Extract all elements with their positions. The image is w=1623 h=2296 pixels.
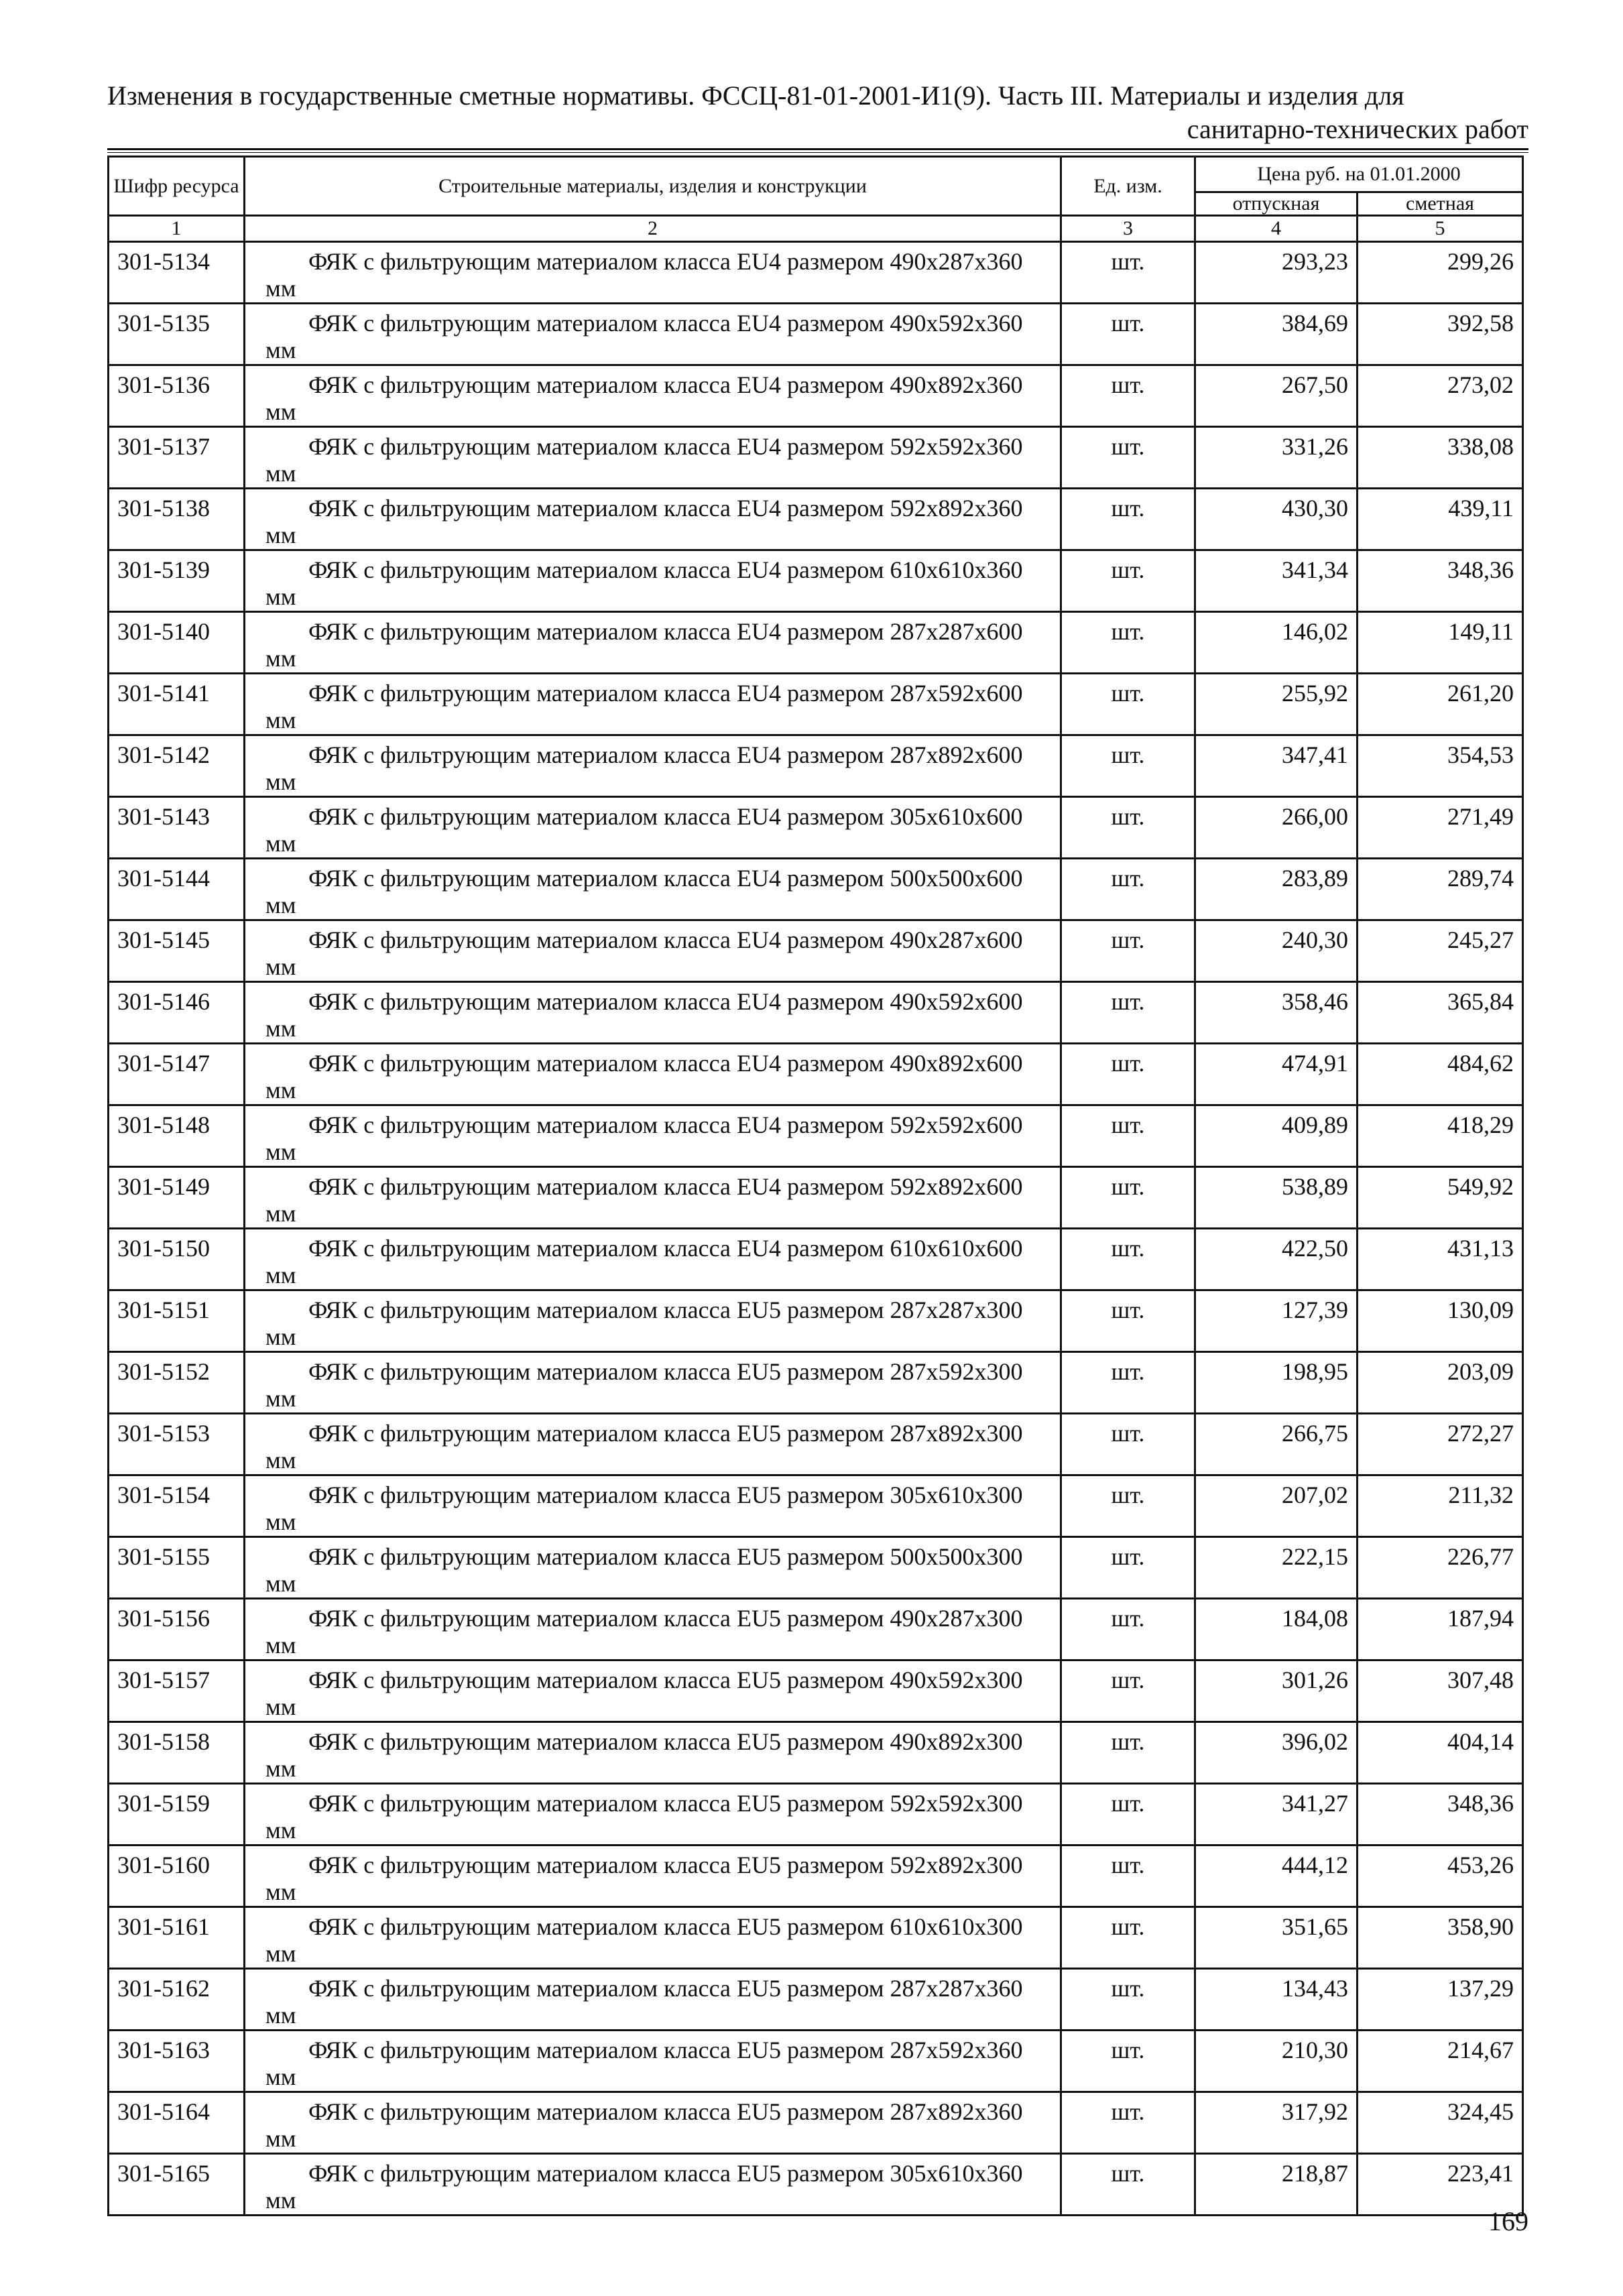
cell-name-suffix: мм bbox=[265, 1077, 296, 1103]
table-row bbox=[109, 365, 1523, 427]
cell-wholesale-price: 341,34 bbox=[1195, 550, 1358, 612]
cell-estimate-price: 354,53 bbox=[1358, 735, 1523, 797]
table-row bbox=[109, 2154, 1523, 2216]
cell-unit: шт. bbox=[1061, 1660, 1195, 1722]
cell-code: 301-5146 bbox=[109, 982, 245, 1044]
cell-name bbox=[245, 1784, 1061, 1846]
cell-name-suffix: мм bbox=[265, 892, 296, 918]
cell-name-suffix: мм bbox=[265, 1262, 296, 1288]
cell-estimate-price: 439,11 bbox=[1358, 489, 1523, 550]
cell-wholesale-price: 266,75 bbox=[1195, 1414, 1358, 1475]
cell-name-suffix: мм bbox=[265, 1693, 296, 1720]
cell-name-text: ФЯК с фильтрующим материалом класса EU5 размером 287x287x300 bbox=[308, 1296, 1023, 1323]
cell-name-suffix: мм bbox=[265, 1447, 296, 1473]
cell-unit: шт. bbox=[1061, 1784, 1195, 1846]
header-price-group: Цена руб. на 01.01.2000 bbox=[1195, 157, 1523, 192]
cell-code: 301-5154 bbox=[109, 1475, 245, 1537]
table-body bbox=[109, 242, 1523, 2216]
cell-name bbox=[245, 1969, 1061, 2031]
cell-name-suffix: мм bbox=[265, 522, 296, 548]
cell-wholesale-price: 127,39 bbox=[1195, 1290, 1358, 1352]
cell-wholesale-price: 134,43 bbox=[1195, 1969, 1358, 2031]
cell-estimate-price: 187,94 bbox=[1358, 1599, 1523, 1660]
cell-code: 301-5139 bbox=[109, 550, 245, 612]
cell-estimate-price: 299,26 bbox=[1358, 242, 1523, 304]
cell-estimate-price: 418,29 bbox=[1358, 1105, 1523, 1167]
cell-name bbox=[245, 1907, 1061, 1969]
cell-name-suffix: мм bbox=[265, 768, 296, 795]
cell-wholesale-price: 266,00 bbox=[1195, 797, 1358, 859]
cell-unit: шт. bbox=[1061, 2031, 1195, 2092]
cell-name-suffix: мм bbox=[265, 1878, 296, 1905]
cell-unit: шт. bbox=[1061, 1167, 1195, 1229]
table-row bbox=[109, 427, 1523, 489]
cell-estimate-price: 358,90 bbox=[1358, 1907, 1523, 1969]
cell-name bbox=[245, 1352, 1061, 1414]
cell-name bbox=[245, 1475, 1061, 1537]
cell-name-suffix: мм bbox=[265, 1940, 296, 1967]
cell-wholesale-price: 240,30 bbox=[1195, 920, 1358, 982]
cell-unit: шт. bbox=[1061, 427, 1195, 489]
table-row bbox=[109, 2031, 1523, 2092]
cell-wholesale-price: 317,92 bbox=[1195, 2092, 1358, 2154]
cell-name-suffix: мм bbox=[265, 1570, 296, 1597]
cell-wholesale-price: 146,02 bbox=[1195, 612, 1358, 674]
cell-unit: шт. bbox=[1061, 674, 1195, 735]
cell-name-text: ФЯК с фильтрующим материалом класса EU5 размером 287x892x300 bbox=[308, 1420, 1023, 1447]
cell-name-text: ФЯК с фильтрующим материалом класса EU4 размером 500x500x600 bbox=[308, 865, 1023, 892]
cell-estimate-price: 211,32 bbox=[1358, 1475, 1523, 1537]
cell-code: 301-5147 bbox=[109, 1044, 245, 1105]
table-row bbox=[109, 797, 1523, 859]
table-row bbox=[109, 242, 1523, 304]
cell-estimate-price: 223,41 bbox=[1358, 2154, 1523, 2216]
cell-name-text: ФЯК с фильтрующим материалом класса EU4 размером 305x610x600 bbox=[308, 803, 1023, 830]
table-row bbox=[109, 859, 1523, 920]
cell-estimate-price: 404,14 bbox=[1358, 1722, 1523, 1784]
cell-code: 301-5148 bbox=[109, 1105, 245, 1167]
cell-estimate-price: 261,20 bbox=[1358, 674, 1523, 735]
cell-name bbox=[245, 2092, 1061, 2154]
cell-estimate-price: 214,67 bbox=[1358, 2031, 1523, 2092]
cell-name bbox=[245, 1846, 1061, 1907]
table-row bbox=[109, 2092, 1523, 2154]
cell-name bbox=[245, 1229, 1061, 1290]
table-row bbox=[109, 1969, 1523, 2031]
cell-name-suffix: мм bbox=[265, 645, 296, 672]
cell-unit: шт. bbox=[1061, 489, 1195, 550]
cell-unit: шт. bbox=[1061, 982, 1195, 1044]
cell-unit: шт. bbox=[1061, 304, 1195, 365]
cell-code: 301-5138 bbox=[109, 489, 245, 550]
cell-wholesale-price: 218,87 bbox=[1195, 2154, 1358, 2216]
materials-price-table bbox=[107, 156, 1524, 2216]
cell-code: 301-5142 bbox=[109, 735, 245, 797]
column-number-4: 4 bbox=[1195, 216, 1358, 242]
cell-estimate-price: 392,58 bbox=[1358, 304, 1523, 365]
cell-code: 301-5158 bbox=[109, 1722, 245, 1784]
cell-wholesale-price: 538,89 bbox=[1195, 1167, 1358, 1229]
cell-estimate-price: 245,27 bbox=[1358, 920, 1523, 982]
cell-code: 301-5143 bbox=[109, 797, 245, 859]
header-code: Шифр ресурса bbox=[109, 157, 245, 216]
cell-name bbox=[245, 1660, 1061, 1722]
cell-unit: шт. bbox=[1061, 1105, 1195, 1167]
cell-unit: шт. bbox=[1061, 1722, 1195, 1784]
cell-wholesale-price: 351,65 bbox=[1195, 1907, 1358, 1969]
cell-code: 301-5141 bbox=[109, 674, 245, 735]
table-row bbox=[109, 304, 1523, 365]
cell-code: 301-5164 bbox=[109, 2092, 245, 2154]
cell-wholesale-price: 430,30 bbox=[1195, 489, 1358, 550]
cell-name-text: ФЯК с фильтрующим материалом класса EU4 размером 287x892x600 bbox=[308, 741, 1023, 768]
page-number: 169 bbox=[1488, 2206, 1528, 2236]
cell-unit: шт. bbox=[1061, 797, 1195, 859]
cell-code: 301-5135 bbox=[109, 304, 245, 365]
cell-name-suffix: мм bbox=[265, 1015, 296, 1042]
table-row bbox=[109, 1105, 1523, 1167]
cell-unit: шт. bbox=[1061, 242, 1195, 304]
header-title-line2: санитарно-технических работ bbox=[1187, 114, 1528, 144]
cell-name-suffix: мм bbox=[265, 460, 296, 487]
cell-name-suffix: мм bbox=[265, 1200, 296, 1227]
cell-estimate-price: 273,02 bbox=[1358, 365, 1523, 427]
cell-code: 301-5151 bbox=[109, 1290, 245, 1352]
cell-wholesale-price: 210,30 bbox=[1195, 2031, 1358, 2092]
cell-name-text: ФЯК с фильтрующим материалом класса EU4 размером 610x610x360 bbox=[308, 556, 1023, 583]
cell-name bbox=[245, 1599, 1061, 1660]
cell-wholesale-price: 331,26 bbox=[1195, 427, 1358, 489]
cell-unit: шт. bbox=[1061, 612, 1195, 674]
cell-estimate-price: 130,09 bbox=[1358, 1290, 1523, 1352]
table-row bbox=[109, 1599, 1523, 1660]
cell-name-text: ФЯК с фильтрующим материалом класса EU4 размером 287x287x600 bbox=[308, 618, 1023, 645]
cell-unit: шт. bbox=[1061, 550, 1195, 612]
table-row bbox=[109, 1907, 1523, 1969]
cell-code: 301-5134 bbox=[109, 242, 245, 304]
cell-code: 301-5160 bbox=[109, 1846, 245, 1907]
cell-code: 301-5144 bbox=[109, 859, 245, 920]
cell-name-suffix: мм bbox=[265, 2187, 296, 2214]
header-unit: Ед. изм. bbox=[1061, 157, 1195, 216]
table-row bbox=[109, 1784, 1523, 1846]
header-wholesale: отпускная bbox=[1195, 192, 1358, 216]
cell-code: 301-5136 bbox=[109, 365, 245, 427]
cell-code: 301-5137 bbox=[109, 427, 245, 489]
cell-name-text: ФЯК с фильтрующим материалом класса EU5 размером 610x610x300 bbox=[308, 1913, 1023, 1940]
table-row bbox=[109, 550, 1523, 612]
cell-unit: шт. bbox=[1061, 1537, 1195, 1599]
cell-name-suffix: мм bbox=[265, 830, 296, 857]
cell-wholesale-price: 255,92 bbox=[1195, 674, 1358, 735]
cell-unit: шт. bbox=[1061, 1414, 1195, 1475]
cell-estimate-price: 149,11 bbox=[1358, 612, 1523, 674]
page-header bbox=[107, 79, 1528, 146]
cell-name bbox=[245, 735, 1061, 797]
cell-unit: шт. bbox=[1061, 1907, 1195, 1969]
cell-wholesale-price: 358,46 bbox=[1195, 982, 1358, 1044]
cell-code: 301-5161 bbox=[109, 1907, 245, 1969]
cell-name-text: ФЯК с фильтрующим материалом класса EU4 размером 592x892x360 bbox=[308, 495, 1023, 522]
cell-name bbox=[245, 982, 1061, 1044]
cell-name-text: ФЯК с фильтрующим материалом класса EU5 размером 490x892x300 bbox=[308, 1728, 1023, 1755]
header-name: Строительные материалы, изделия и конструкции bbox=[245, 157, 1061, 216]
cell-name-text: ФЯК с фильтрующим материалом класса EU4 размером 490x287x600 bbox=[308, 926, 1023, 953]
cell-name-text: ФЯК с фильтрующим материалом класса EU5 размером 305x610x360 bbox=[308, 2160, 1023, 2187]
cell-wholesale-price: 409,89 bbox=[1195, 1105, 1358, 1167]
cell-name-text: ФЯК с фильтрующим материалом класса EU4 размером 610x610x600 bbox=[308, 1235, 1023, 1262]
cell-estimate-price: 348,36 bbox=[1358, 550, 1523, 612]
cell-code: 301-5149 bbox=[109, 1167, 245, 1229]
cell-unit: шт. bbox=[1061, 1352, 1195, 1414]
cell-code: 301-5145 bbox=[109, 920, 245, 982]
header-rule-thin bbox=[107, 152, 1528, 153]
cell-wholesale-price: 283,89 bbox=[1195, 859, 1358, 920]
cell-estimate-price: 307,48 bbox=[1358, 1660, 1523, 1722]
cell-name bbox=[245, 1167, 1061, 1229]
table-row bbox=[109, 1290, 1523, 1352]
table-row bbox=[109, 1229, 1523, 1290]
cell-estimate-price: 453,26 bbox=[1358, 1846, 1523, 1907]
column-number-2: 2 bbox=[245, 216, 1061, 242]
cell-unit: шт. bbox=[1061, 735, 1195, 797]
cell-unit: шт. bbox=[1061, 1044, 1195, 1105]
cell-estimate-price: 271,49 bbox=[1358, 797, 1523, 859]
cell-name-text: ФЯК с фильтрующим материалом класса EU4 размером 490x892x360 bbox=[308, 371, 1023, 398]
cell-name bbox=[245, 242, 1061, 304]
cell-name-text: ФЯК с фильтрующим материалом класса EU4 размером 592x892x600 bbox=[308, 1173, 1023, 1200]
cell-name bbox=[245, 1722, 1061, 1784]
cell-name-suffix: мм bbox=[265, 337, 296, 363]
cell-name bbox=[245, 674, 1061, 735]
cell-name-text: ФЯК с фильтрующим материалом класса EU4 размером 490x592x600 bbox=[308, 988, 1023, 1015]
cell-code: 301-5157 bbox=[109, 1660, 245, 1722]
cell-name-text: ФЯК с фильтрующим материалом класса EU5 размером 490x287x300 bbox=[308, 1605, 1023, 1632]
header-title-line1: Изменения в государственные сметные нормативы. ФССЦ-81-01-2001-И1(9). Часть III. Материалы и изделия для bbox=[107, 80, 1404, 111]
cell-name bbox=[245, 612, 1061, 674]
cell-name-suffix: мм bbox=[265, 1138, 296, 1165]
cell-estimate-price: 203,09 bbox=[1358, 1352, 1523, 1414]
cell-name-text: ФЯК с фильтрующим материалом класса EU4 размером 592x592x360 bbox=[308, 433, 1023, 460]
cell-estimate-price: 431,13 bbox=[1358, 1229, 1523, 1290]
table-row bbox=[109, 1722, 1523, 1784]
cell-name-text: ФЯК с фильтрующим материалом класса EU4 размером 490x287x360 bbox=[308, 248, 1023, 275]
cell-name-text: ФЯК с фильтрующим материалом класса EU4 размером 592x592x600 bbox=[308, 1111, 1023, 1138]
cell-code: 301-5155 bbox=[109, 1537, 245, 1599]
cell-estimate-price: 289,74 bbox=[1358, 859, 1523, 920]
cell-name-text: ФЯК с фильтрующим материалом класса EU4 размером 287x592x600 bbox=[308, 680, 1023, 707]
table-row bbox=[109, 1167, 1523, 1229]
cell-estimate-price: 226,77 bbox=[1358, 1537, 1523, 1599]
cell-name bbox=[245, 859, 1061, 920]
table-row bbox=[109, 612, 1523, 674]
cell-code: 301-5163 bbox=[109, 2031, 245, 2092]
cell-name-suffix: мм bbox=[265, 1323, 296, 1350]
cell-unit: шт. bbox=[1061, 1846, 1195, 1907]
cell-name-text: ФЯК с фильтрующим материалом класса EU5 размером 490x592x300 bbox=[308, 1667, 1023, 1693]
cell-code: 301-5156 bbox=[109, 1599, 245, 1660]
cell-wholesale-price: 184,08 bbox=[1195, 1599, 1358, 1660]
cell-code: 301-5140 bbox=[109, 612, 245, 674]
cell-code: 301-5162 bbox=[109, 1969, 245, 2031]
cell-name bbox=[245, 1105, 1061, 1167]
cell-estimate-price: 484,62 bbox=[1358, 1044, 1523, 1105]
cell-name-text: ФЯК с фильтрующим материалом класса EU5 размером 287x892x360 bbox=[308, 2098, 1023, 2125]
cell-name bbox=[245, 1290, 1061, 1352]
table-row bbox=[109, 1414, 1523, 1475]
cell-name bbox=[245, 550, 1061, 612]
cell-name-suffix: мм bbox=[265, 1508, 296, 1535]
cell-estimate-price: 338,08 bbox=[1358, 427, 1523, 489]
cell-estimate-price: 272,27 bbox=[1358, 1414, 1523, 1475]
cell-name-text: ФЯК с фильтрующим материалом класса EU5 размером 287x287x360 bbox=[308, 1975, 1023, 2002]
cell-unit: шт. bbox=[1061, 920, 1195, 982]
header-estimate: сметная bbox=[1358, 192, 1523, 216]
cell-name bbox=[245, 1414, 1061, 1475]
cell-wholesale-price: 222,15 bbox=[1195, 1537, 1358, 1599]
table-row bbox=[109, 1537, 1523, 1599]
cell-wholesale-price: 444,12 bbox=[1195, 1846, 1358, 1907]
cell-name-suffix: мм bbox=[265, 398, 296, 425]
cell-unit: шт. bbox=[1061, 1475, 1195, 1537]
cell-name-suffix: мм bbox=[265, 2125, 296, 2152]
cell-code: 301-5152 bbox=[109, 1352, 245, 1414]
cell-wholesale-price: 422,50 bbox=[1195, 1229, 1358, 1290]
cell-name bbox=[245, 2031, 1061, 2092]
cell-name-text: ФЯК с фильтрующим материалом класса EU5 размером 287x592x300 bbox=[308, 1358, 1023, 1385]
header-rule-thick bbox=[107, 148, 1528, 150]
cell-name-text: ФЯК с фильтрующим материалом класса EU5 размером 305x610x300 bbox=[308, 1482, 1023, 1508]
table-row bbox=[109, 735, 1523, 797]
cell-name-suffix: мм bbox=[265, 1755, 296, 1782]
table-row bbox=[109, 920, 1523, 982]
cell-name-text: ФЯК с фильтрующим материалом класса EU5 размером 592x592x300 bbox=[308, 1790, 1023, 1817]
table-row bbox=[109, 982, 1523, 1044]
cell-estimate-price: 137,29 bbox=[1358, 1969, 1523, 2031]
cell-name bbox=[245, 920, 1061, 982]
cell-unit: шт. bbox=[1061, 1599, 1195, 1660]
table-row bbox=[109, 1660, 1523, 1722]
cell-wholesale-price: 396,02 bbox=[1195, 1722, 1358, 1784]
cell-unit: шт. bbox=[1061, 365, 1195, 427]
cell-name bbox=[245, 1537, 1061, 1599]
cell-name-suffix: мм bbox=[265, 2002, 296, 2029]
cell-wholesale-price: 207,02 bbox=[1195, 1475, 1358, 1537]
table-row bbox=[109, 1352, 1523, 1414]
cell-estimate-price: 549,92 bbox=[1358, 1167, 1523, 1229]
cell-name-text: ФЯК с фильтрующим материалом класса EU5 размером 592x892x300 bbox=[308, 1852, 1023, 1878]
cell-code: 301-5150 bbox=[109, 1229, 245, 1290]
column-number-1: 1 bbox=[109, 216, 245, 242]
cell-wholesale-price: 384,69 bbox=[1195, 304, 1358, 365]
cell-name-text: ФЯК с фильтрующим материалом класса EU5 размером 287x592x360 bbox=[308, 2037, 1023, 2063]
cell-name bbox=[245, 489, 1061, 550]
table-row bbox=[109, 1846, 1523, 1907]
cell-name bbox=[245, 1044, 1061, 1105]
cell-name bbox=[245, 2154, 1061, 2216]
cell-wholesale-price: 293,23 bbox=[1195, 242, 1358, 304]
cell-estimate-price: 324,45 bbox=[1358, 2092, 1523, 2154]
cell-name-suffix: мм bbox=[265, 953, 296, 980]
cell-unit: шт. bbox=[1061, 1229, 1195, 1290]
cell-code: 301-5159 bbox=[109, 1784, 245, 1846]
table-row bbox=[109, 1044, 1523, 1105]
column-number-5: 5 bbox=[1358, 216, 1523, 242]
cell-wholesale-price: 347,41 bbox=[1195, 735, 1358, 797]
cell-unit: шт. bbox=[1061, 2154, 1195, 2216]
cell-name-suffix: мм bbox=[265, 275, 296, 302]
table-row bbox=[109, 674, 1523, 735]
table-row bbox=[109, 1475, 1523, 1537]
cell-unit: шт. bbox=[1061, 1290, 1195, 1352]
cell-unit: шт. bbox=[1061, 1969, 1195, 2031]
cell-unit: шт. bbox=[1061, 859, 1195, 920]
cell-name-text: ФЯК с фильтрующим материалом класса EU5 размером 500x500x300 bbox=[308, 1543, 1023, 1570]
column-number-3: 3 bbox=[1061, 216, 1195, 242]
cell-name-suffix: мм bbox=[265, 1632, 296, 1658]
cell-name-suffix: мм bbox=[265, 1385, 296, 1412]
cell-code: 301-5165 bbox=[109, 2154, 245, 2216]
cell-name-text: ФЯК с фильтрующим материалом класса EU4 размером 490x592x360 bbox=[308, 310, 1023, 337]
cell-code: 301-5153 bbox=[109, 1414, 245, 1475]
cell-name-text: ФЯК с фильтрующим материалом класса EU4 размером 490x892x600 bbox=[308, 1050, 1023, 1077]
cell-unit: шт. bbox=[1061, 2092, 1195, 2154]
cell-name-suffix: мм bbox=[265, 583, 296, 610]
cell-name-suffix: мм bbox=[265, 1817, 296, 1844]
cell-wholesale-price: 198,95 bbox=[1195, 1352, 1358, 1414]
cell-wholesale-price: 301,26 bbox=[1195, 1660, 1358, 1722]
cell-name-suffix: мм bbox=[265, 707, 296, 733]
cell-wholesale-price: 267,50 bbox=[1195, 365, 1358, 427]
cell-estimate-price: 365,84 bbox=[1358, 982, 1523, 1044]
cell-name bbox=[245, 797, 1061, 859]
cell-name-suffix: мм bbox=[265, 2063, 296, 2090]
cell-wholesale-price: 474,91 bbox=[1195, 1044, 1358, 1105]
cell-name bbox=[245, 365, 1061, 427]
cell-wholesale-price: 341,27 bbox=[1195, 1784, 1358, 1846]
cell-estimate-price: 348,36 bbox=[1358, 1784, 1523, 1846]
table-row bbox=[109, 489, 1523, 550]
cell-name bbox=[245, 304, 1061, 365]
cell-name bbox=[245, 427, 1061, 489]
